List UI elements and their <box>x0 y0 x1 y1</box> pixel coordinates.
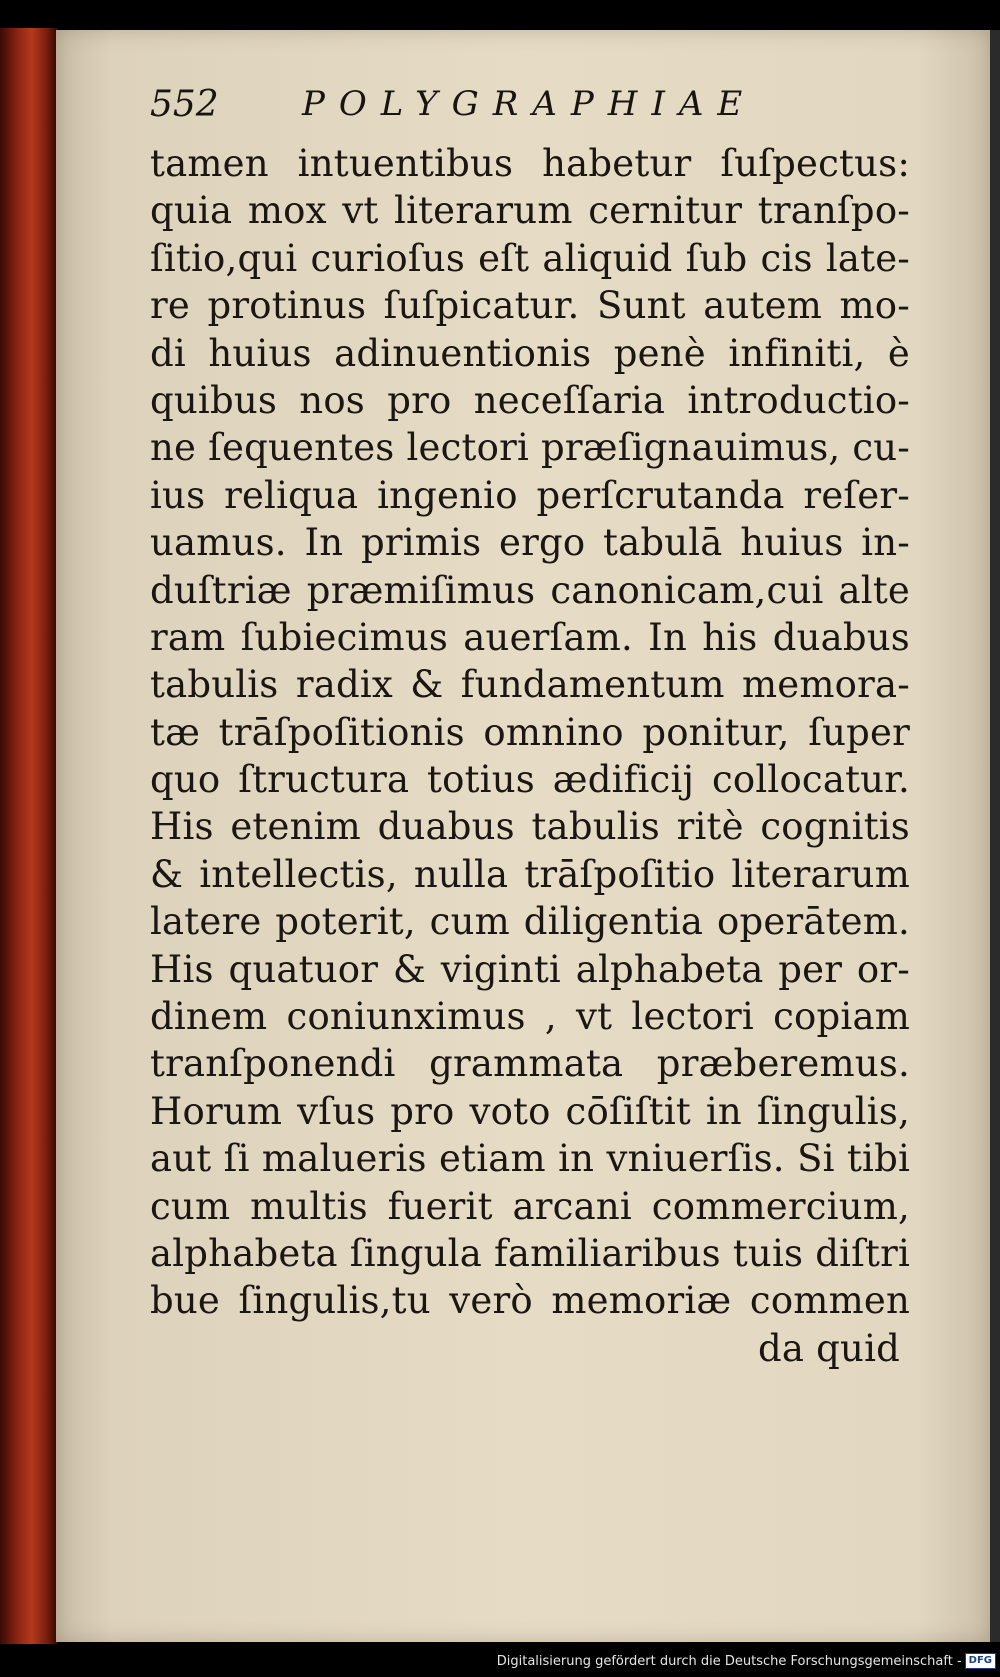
text-line: Horum vſus pro voto cōſiſtit in ſingulis, <box>150 1089 910 1133</box>
text-line: da quid <box>758 1326 900 1370</box>
dfg-logo: DFG <box>965 1653 996 1669</box>
text-line: & intellectis, nulla trāſpoſitio literarum <box>150 852 910 896</box>
page-header <box>150 78 870 138</box>
footer-text: Digitalisierung gefördert durch die Deutsche Forschungsgemeinschaft - <box>496 1653 962 1669</box>
text-line: dinem coniunximus , vt lectori copiam <box>150 995 910 1039</box>
text-line: ius reliqua ingenio perſcrutanda reſer- <box>150 473 910 517</box>
text-line: quibus nos pro neceſſaria introductio- <box>150 378 910 422</box>
text-line: quo ſtructura totius ædificij collocatur. <box>150 758 910 802</box>
text-line: ram ſubiecimus auerſam. In his duabus <box>150 615 910 659</box>
text-line: cum multis fuerit arcani commercium, <box>150 1184 910 1228</box>
text-line: His quatuor & viginti alphabeta per or- <box>150 947 910 991</box>
text-line: aut ſi malueris etiam in vniuerſis. Si tibi <box>150 1137 910 1181</box>
text-block <box>150 140 910 1372</box>
text-line: di huius adinuentionis penè infiniti, è <box>150 331 910 375</box>
text-line: ne ſequentes lectori præſignauimus, cu- <box>150 426 910 470</box>
running-head: POLYGRAPHIAE <box>302 84 757 124</box>
text-line: ſitio,qui curioſus eſt aliquid ſub cis late- <box>150 236 910 280</box>
text-line: tamen intuentibus habetur ſuſpectus: <box>150 142 910 185</box>
text-line: tæ trāſpoſitionis omnino ponitur, ſuper <box>150 710 910 754</box>
text-line: tabulis radix & fundamentum memora- <box>150 663 910 707</box>
book-edge <box>0 28 58 1644</box>
text-line: uamus. In primis ergo tabulā huius in- <box>150 521 910 565</box>
footer-credit <box>497 1653 996 1669</box>
text-line: re protinus ſuſpicatur. Sunt autem mo- <box>150 284 910 328</box>
text-line: alphabeta ſingula familiaribus tuis diſtri <box>150 1231 910 1275</box>
text-line: tranſponendi grammata præberemus. <box>150 1042 910 1086</box>
text-line: duſtriæ præmiſimus canonicam,cui alte <box>150 568 910 612</box>
text-line: quia mox vt literarum cernitur tranſpo- <box>150 189 910 233</box>
text-line: bue ſingulis,tu verò memoriæ commen <box>150 1279 910 1323</box>
text-line: latere poterit, cum diligentia operātem. <box>150 900 910 944</box>
page-right-edge <box>990 30 1000 1642</box>
page-number: 552 <box>150 84 219 125</box>
text-line: His etenim duabus tabulis ritè cognitis <box>150 805 910 849</box>
